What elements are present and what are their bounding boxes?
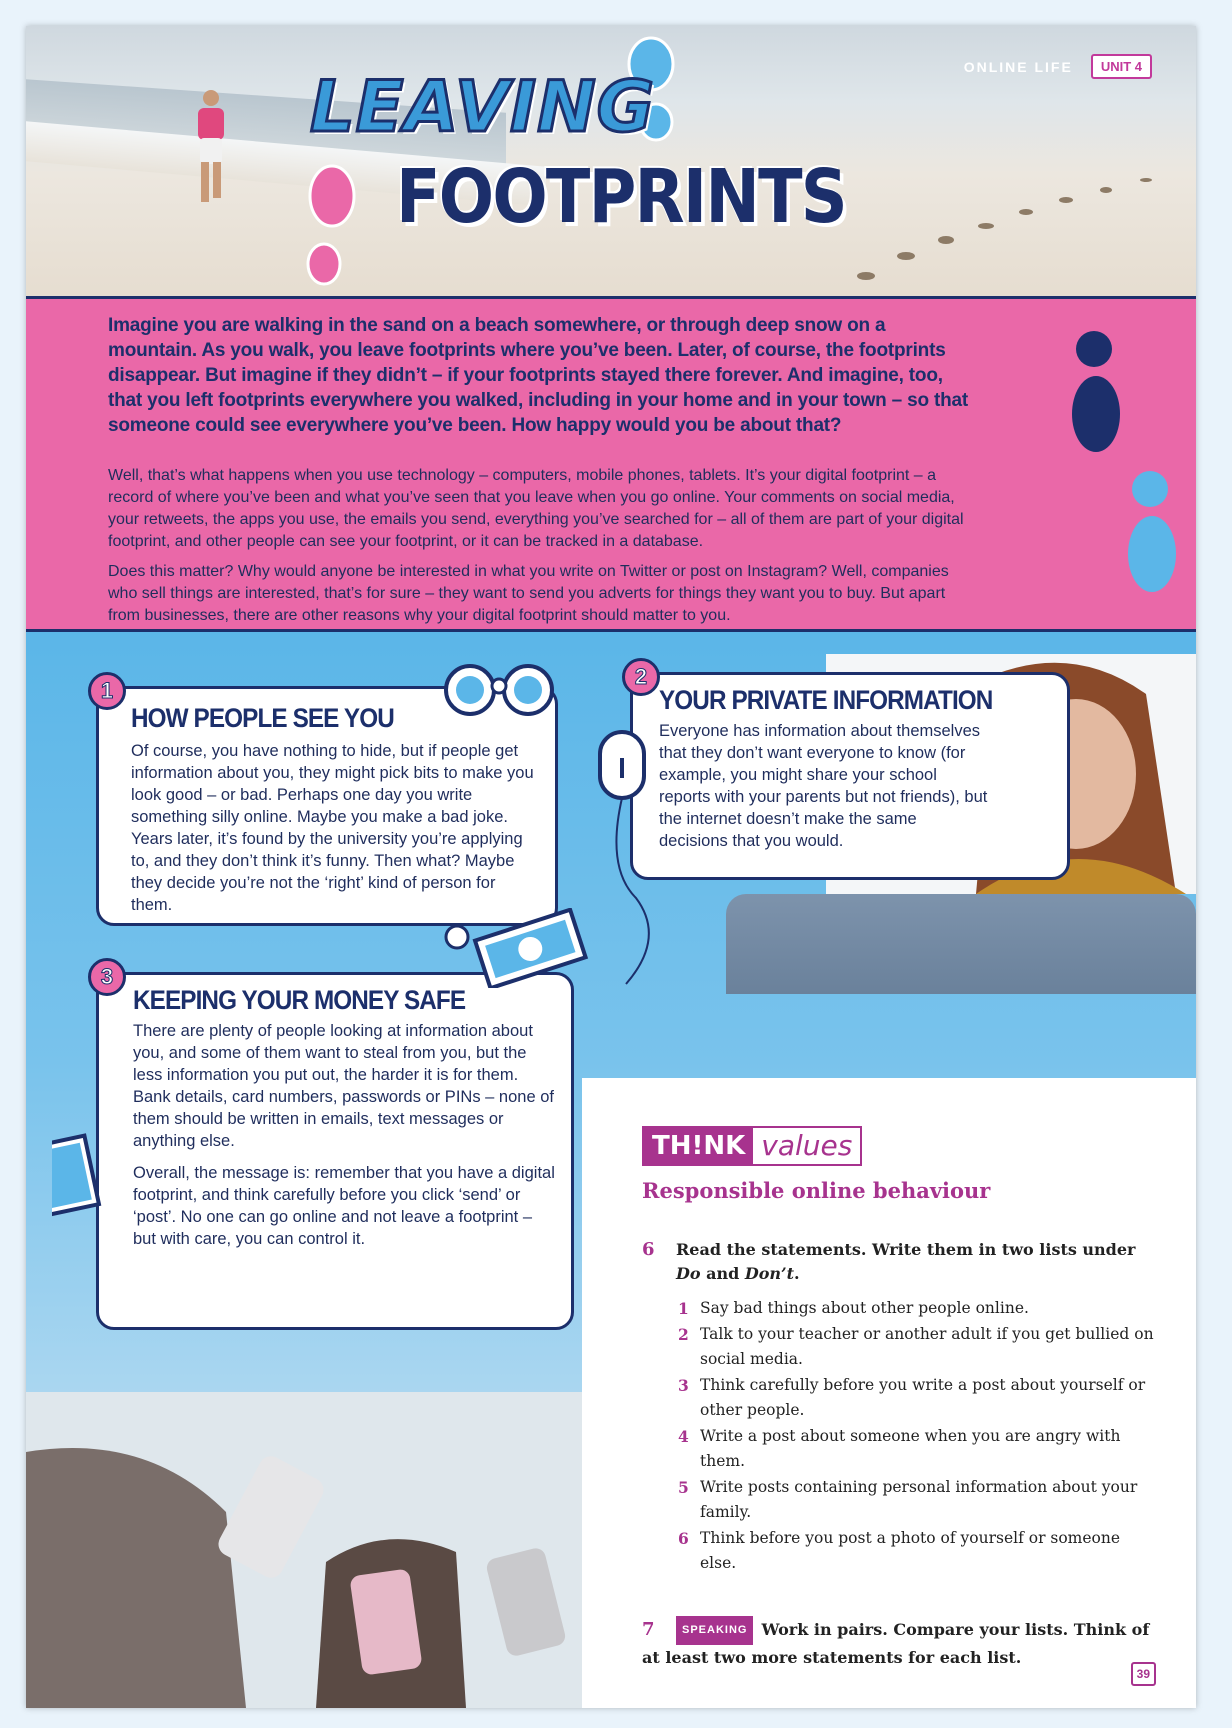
exercise-number: 7: [642, 1619, 655, 1640]
dont-label: Don’t: [744, 1264, 795, 1283]
badge-think: TH!NK: [644, 1128, 753, 1164]
phones-image: [26, 1392, 586, 1708]
footprint-icon: [294, 160, 364, 290]
item-number: 1: [678, 1299, 689, 1318]
intro-panel: [26, 296, 1196, 632]
item-text: Think carefully before you write a post about yourself or other people.: [700, 1376, 1146, 1419]
item-number: 3: [678, 1376, 689, 1395]
item-text: Think before you post a photo of yourself or someone else.: [700, 1529, 1121, 1572]
intro-paragraph-1: Well, that’s what happens when you use technology – computers, mobile phones, tablets. It’s your digital footprint – a record of where you’ve been and what you’ve seen that you leave when you go online. Your comments on social media, your retweets, the apps you use, the emails you send, everything you’ve searched for – all of them are part of your digital footprint, and other people can see your footprint, or it can be tracked in a database.: [108, 467, 964, 550]
item-text: Say bad things about other people online.: [700, 1299, 1029, 1317]
textbook-page: [26, 26, 1196, 1708]
section-number: 3: [88, 958, 126, 996]
title-line-2: FOOTPRINTS: [396, 154, 846, 240]
list-item: [678, 1424, 1158, 1474]
item-number: 2: [678, 1325, 689, 1344]
instruction-text: Read the statements. Write them in two lists under: [676, 1240, 1136, 1259]
laptop-image: [726, 894, 1196, 994]
unit-header: [964, 54, 1152, 79]
exercise-instruction: [676, 1238, 1146, 1286]
think-values-badge: [642, 1126, 862, 1166]
statement-list: [678, 1296, 1158, 1577]
title-line-1: LEAVING: [310, 66, 656, 148]
section-title: HOW PEOPLE SEE YOU: [131, 703, 394, 733]
list-item: [678, 1475, 1158, 1525]
unit-badge: UNIT 4: [1091, 54, 1152, 79]
page-number: 39: [1131, 1662, 1156, 1686]
binoculars-icon: [440, 658, 558, 718]
section-text: Of course, you have nothing to hide, but if people get information about you, they might pick bits to make you look good – or bad. Perhaps one day you write something silly online. Maybe you make a bad joke. Years later, it’s found by the university you’re applying to, and they don’t think it’s funny. Then what? Maybe they decide you’re not the ‘right’ kind of person for them.: [131, 742, 534, 914]
item-number: 4: [678, 1427, 689, 1446]
list-item: [678, 1322, 1158, 1372]
exercise-instruction: Work in pairs. Compare your lists. Think of at least two more statements for each list.: [642, 1620, 1150, 1667]
item-text: Talk to your teacher or another adult if you get bullied on social media.: [700, 1325, 1154, 1368]
list-item: [678, 1296, 1158, 1321]
sand-footprints: [846, 156, 1176, 296]
and-text: and: [700, 1264, 745, 1283]
lower-section: [26, 632, 1196, 1708]
badge-values: values: [761, 1129, 853, 1162]
section-number: 2: [622, 658, 660, 696]
section-title: YOUR PRIVATE INFORMATION: [659, 685, 993, 715]
intro-paragraph-2: Does this matter? Why would anyone be interested in what you write on Twitter or post on Instagram? Well, companies who sell things are interested, that’s for sure – they want to send you adverts for things they want you to buy. But apart from businesses, there are other reasons why your digital footprint should matter to you.: [108, 563, 949, 624]
section-card-1: [96, 686, 558, 926]
bubble-icon: [442, 922, 472, 952]
exercise-number: 6: [642, 1239, 655, 1260]
banknote-icon: [470, 908, 590, 988]
section-card-2: [630, 672, 1070, 880]
do-label: Do: [676, 1264, 701, 1283]
section-text: Everyone has information about themselves that they don’t want everyone to know (for example, you might share your school reports with your parents but not friends), but the internet doesn’t make the same decisions that you would.: [659, 722, 988, 850]
computer-mouse-icon: [596, 728, 656, 988]
end-text: .: [794, 1264, 800, 1283]
item-number: 6: [678, 1529, 689, 1548]
speaking-label: SPEAKING: [676, 1616, 753, 1645]
section-label: ONLINE LIFE: [963, 58, 1073, 75]
item-text: Write posts containing personal information about your family.: [700, 1478, 1138, 1521]
footprint-icon: [1066, 329, 1126, 459]
banknote-icon: [52, 1128, 102, 1218]
exercise-7: [642, 1616, 1162, 1670]
intro-lead: Imagine you are walking in the sand on a beach somewhere, or through deep snow on a mountain. As you walk, you leave footprints where you’ve been. Later, of course, the footprints disappear. But imagine if they didn’t – if your footprints stayed there forever. And imagine, too, that you left footprints everywhere you walked, including in your home and in your town – so that someone could see everywhere you’ve been. How happy would you be about that?: [108, 315, 968, 436]
item-number: 5: [678, 1478, 689, 1497]
list-item: [678, 1526, 1158, 1576]
list-item: [678, 1373, 1158, 1423]
section-title: KEEPING YOUR MONEY SAFE: [133, 985, 466, 1015]
section-text: There are plenty of people looking at information about you, and some of them want to steal from you, but the less information you put out, the harder it is for them. Bank details, card numbers, passwords or PINs – none of them should be written in emails, text messages or anything else.: [133, 1022, 554, 1150]
think-subtitle: Responsible online behaviour: [642, 1178, 991, 1203]
item-text: Write a post about someone when you are angry with them.: [700, 1427, 1121, 1470]
footprint-icon: [1122, 469, 1182, 599]
section-card-3: [96, 972, 574, 1330]
section-number: 1: [88, 672, 126, 710]
exercise-6: [642, 1238, 1152, 1286]
think-values-panel: [582, 1078, 1196, 1708]
section-text-2: Overall, the message is: remember that you have a digital footprint, and think carefully before you click ‘send’ or ‘post’. No one can go online and not leave a footprint – but with care, you can control it.: [133, 1164, 555, 1248]
teens-with-phones-photo: [26, 1392, 586, 1708]
walker-figure: [186, 88, 236, 208]
hero-banner: [26, 26, 1196, 296]
